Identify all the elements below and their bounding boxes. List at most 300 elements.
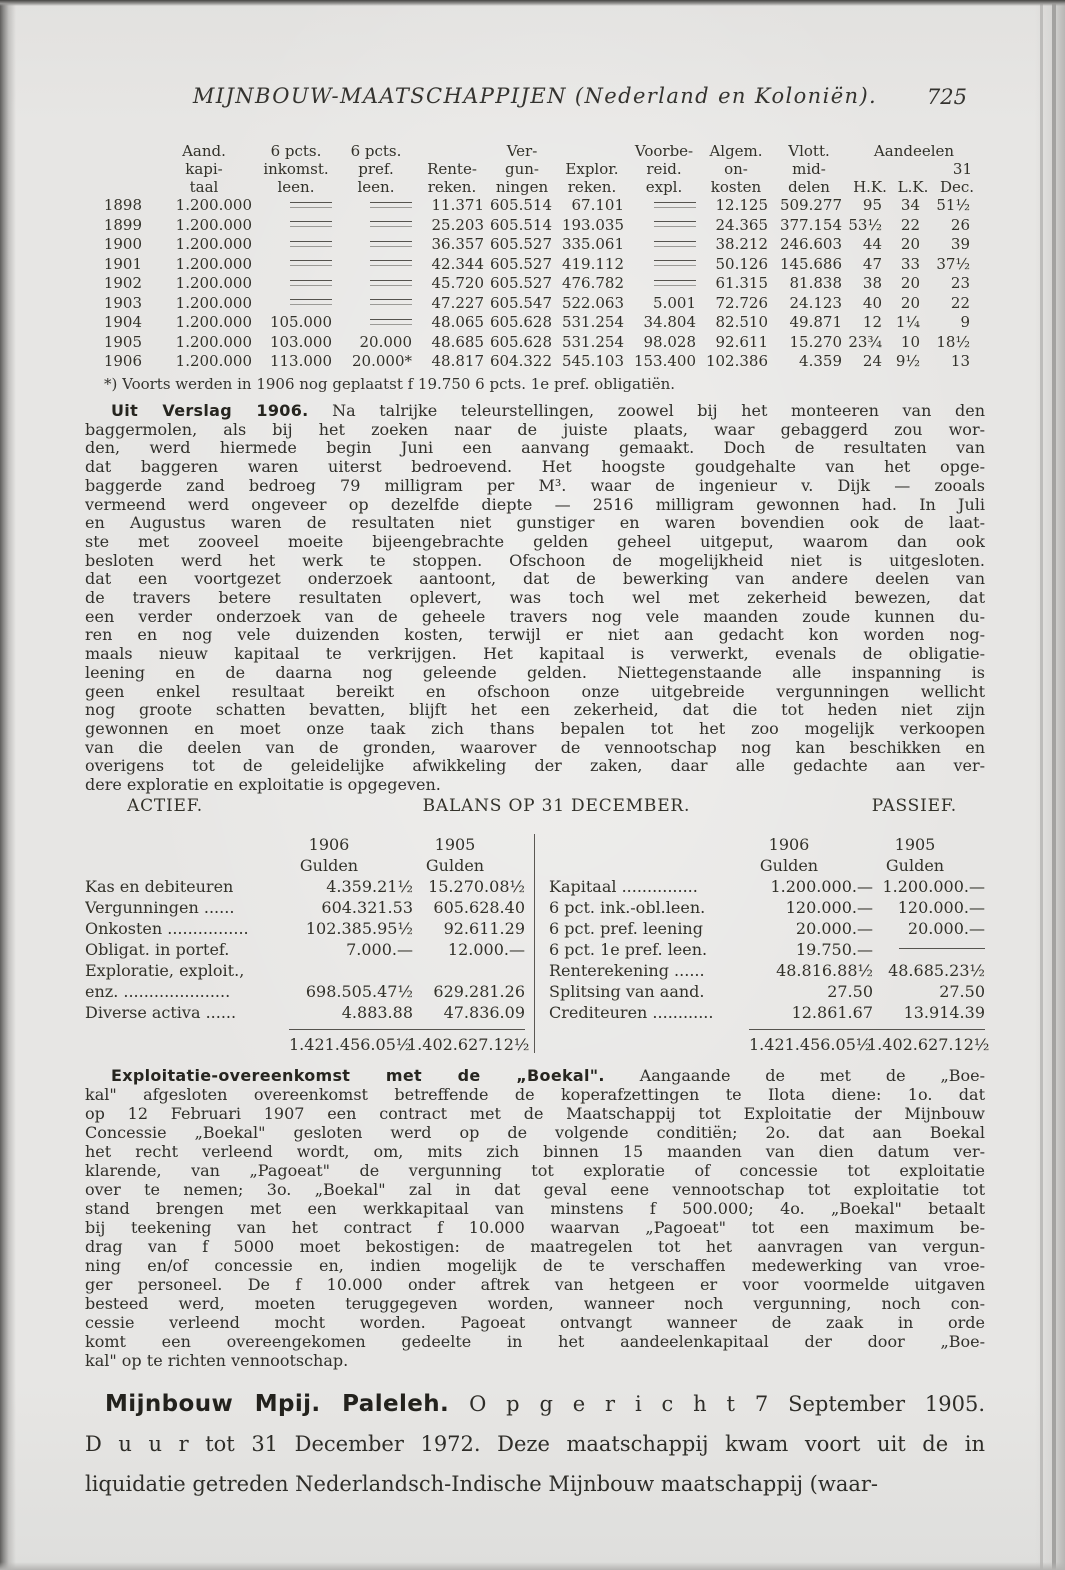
value-cell: 33 [900, 254, 920, 273]
value-cell [256, 216, 336, 236]
balance-amount-1905: 15.270.08½ [428, 877, 525, 896]
blank-value-dash [370, 221, 412, 227]
paragraph-line: stand brengen met een werkkapitaal van minstens f 500.000; 4o. „Boekal" betaalt [85, 1199, 985, 1218]
value-cell: 24.123 [789, 293, 842, 312]
table-column-header [336, 142, 416, 196]
balance-amount-1905 [873, 939, 985, 960]
paragraph-line: kal" op te richten vennootschap. [85, 1351, 349, 1370]
group-title: Aandeelen [873, 142, 955, 160]
value-cell: 95 [862, 196, 882, 214]
table-column-header [88, 142, 152, 196]
balance-amount-1906: 120.000.— [785, 898, 873, 917]
value-cell: 39 [950, 235, 970, 253]
paragraph-line: drag van f 5000 moet bekostigen: de maatregelen tot het aanvragen van vergun- [85, 1237, 985, 1256]
header-line [88, 160, 152, 178]
value-cell [336, 294, 416, 314]
value-cell: 40 [862, 293, 882, 312]
value-cell: 20 [900, 235, 920, 253]
actief-table [85, 834, 530, 1055]
value-cell [628, 216, 700, 236]
balance-amount-1906: 12.861.67 [791, 1003, 873, 1022]
value-cell [336, 216, 416, 236]
header-line: 6 pcts. [270, 142, 322, 160]
balance-row-label: Renterekening ...... [549, 961, 705, 980]
header-line: delen [788, 178, 830, 196]
value-cell: 102.386 [705, 352, 768, 370]
balance-amount-1905: 92.611.29 [443, 919, 525, 938]
boekal-agreement-paragraph [85, 1066, 985, 1370]
balance-row-label: Diverse activa ...... [85, 1003, 237, 1022]
paragraph-line: ning en/of concessie en, indien mogelijk de te verschaffen medewerking van vroe- [85, 1256, 985, 1275]
balance-amount-1905: 47.836.09 [443, 1003, 525, 1022]
blank-value-dash [290, 241, 332, 247]
blank-value-dash [899, 948, 985, 949]
balance-amount-1906: 1906 [308, 835, 350, 854]
header-line [88, 142, 152, 160]
value-cell [256, 274, 336, 294]
paragraph-line: ger personeel. De f 10.000 onder aftrek van hetgeen er voor voormelde uitgaven [85, 1275, 985, 1294]
balance-amount-1905: 1905 [434, 835, 476, 854]
paragraph-line: den, werd hiermede begin Juni een aanvang gemaakt. Doch de resultaten van [85, 438, 985, 458]
table-column-header [256, 142, 336, 196]
paragraph-line: van die deelen van de gronden, waarover de vennootschap nog kan beschikken en [85, 737, 985, 757]
value-cell: 24 [862, 352, 882, 370]
balance-amount-1906: 4.359.21½ [326, 877, 413, 896]
value-cell: 246.603 [779, 235, 842, 253]
balance-amount-1906 [301, 960, 413, 981]
blank-value-dash [654, 260, 696, 266]
value-cell: 20 [900, 293, 920, 312]
paragraph-lead: Exploitatie-overeenkomst met de „Boekal". [111, 1066, 605, 1085]
header-line [416, 142, 488, 160]
passief-table [549, 834, 990, 1055]
balance-amount-1906: 1906 [768, 835, 810, 854]
balance-amount-1905: 120.000.— [897, 898, 985, 917]
balance-amount-1905: Gulden [885, 856, 945, 875]
balance-amount-1905: 1.200.000.— [882, 877, 985, 896]
paragraph-line: Uit Verslag 1906. Na talrijke teleurstellingen, zoowel bij het monteeren van den [111, 401, 986, 420]
value-cell: 1.200.000 [175, 352, 252, 370]
paragraph-lead: Uit Verslag 1906. [111, 401, 309, 420]
value-cell: 22 [950, 293, 970, 312]
balance-row [85, 876, 525, 897]
paragraph-line: Concessie „Boekal" gesloten werd op de volgende conditiën; 2o. dat aan Boekal [85, 1123, 985, 1142]
header-line: inkomst. [263, 160, 329, 178]
year-cell: 1900 [103, 235, 142, 253]
balance-row [85, 981, 525, 1002]
value-cell [256, 255, 336, 275]
value-cell: 1.200.000 [175, 215, 252, 234]
balance-row [85, 897, 525, 918]
header-line: gun- [505, 160, 539, 178]
balance-total-spacer [85, 1029, 289, 1055]
value-cell: 522.063 [561, 293, 624, 312]
balance-row [85, 939, 525, 960]
blank-value-dash [370, 241, 412, 247]
value-cell: 1.200.000 [175, 196, 252, 214]
value-cell: 12.125 [715, 196, 768, 214]
passief-label: PASSIEF. [871, 796, 957, 816]
paragraph-line: nog groote schatten bevatten, blijft het een zekerheid, dat die tot heden niet zijn [85, 700, 985, 720]
paragraph-lead: Mijnbouw Mpij. Paleleh. [105, 1391, 450, 1417]
balance-total-amounts [289, 1029, 530, 1055]
value-cell [336, 235, 416, 255]
year-cell: 1902 [103, 274, 142, 292]
paragraph-line: kal" afgesloten overeenkomst betreffende de koperafzettingen te Ilota diene: 1o. dat [85, 1085, 985, 1104]
blank-value-dash [654, 241, 696, 247]
value-cell: 48.685 [431, 332, 484, 351]
page-title: MIJNBOUW-MAATSCHAPPIJEN (Nederland en Koloniën). [192, 84, 878, 108]
financial-history-grid [88, 142, 994, 372]
balance-amount-1906: 27.50 [827, 982, 873, 1001]
header-line: Aand. [182, 142, 226, 160]
header-line: kapi- [185, 160, 223, 178]
balance-amount-1906: 1.200.000.— [770, 877, 873, 896]
page-edge-streak [1052, 0, 1056, 1570]
balance-row-label [549, 834, 733, 855]
balance-year-header-row [85, 834, 525, 855]
value-cell: 545.103 [561, 352, 624, 370]
paragraph-line: baggerde zand bedroeg 79 milligram per M³. waar de ingenieur v. Dijk — zooals [85, 475, 985, 495]
paragraph-line: geen enkel resultaat bereikt en ofschoon onze uitgebreide vergunningen wellicht [85, 681, 985, 701]
balance-row [85, 918, 525, 939]
value-cell: 105.000 [269, 313, 332, 331]
value-cell: 24.365 [715, 215, 768, 234]
annual-report-1906-paragraph [85, 402, 985, 795]
value-cell: 22 [900, 215, 920, 234]
year-cell: 1898 [103, 196, 142, 214]
header-line: Ver- [506, 142, 538, 160]
balance-total-1905: 1.402.627.12½ [407, 1035, 530, 1054]
value-cell [628, 255, 700, 275]
header-line: leen. [357, 178, 395, 196]
paragraph-line: komt een overeengekomen gedeelte in het aandeelenkapitaal der door „Boe- [85, 1332, 985, 1351]
paragraph-line: baggermolen, als bij het zoeken naar de juiste plaats, waar gebaggerd zou wor- [85, 419, 985, 439]
blank-value-dash [290, 260, 332, 266]
blank-value-dash [370, 299, 412, 305]
value-cell: 605.527 [489, 254, 552, 273]
value-cell: 49.871 [789, 313, 842, 331]
balance-total-1906: 1.421.456.05½ [289, 1035, 412, 1054]
value-cell: 47 [862, 254, 882, 273]
balance-sheet [85, 796, 990, 1055]
value-cell: 34 [900, 196, 920, 214]
value-cell: 1.200.000 [175, 332, 252, 351]
balance-amount-1906: 20.000.— [795, 919, 873, 938]
table-column-header [772, 142, 846, 196]
blank-value-dash [654, 221, 696, 227]
value-cell: 1¼ [895, 313, 920, 331]
table-column-header [700, 142, 772, 196]
value-cell: 20.000* [352, 352, 412, 370]
balance-total-row [85, 1029, 530, 1055]
value-cell: 23 [950, 274, 970, 292]
paragraph-line: cessie verleend mocht worden. Pagoeat ontvangt wanneer de zaak in orde [85, 1313, 985, 1332]
value-cell: 15.270 [789, 332, 842, 351]
paragraph-line: dat een voortgezet onderzoek aantoont, dat de bewerking van andere deelen van [85, 569, 985, 589]
table-column-header [488, 142, 556, 196]
value-cell: 38.212 [715, 235, 768, 253]
running-head [85, 84, 985, 114]
value-cell: 531.254 [561, 332, 624, 351]
value-cell: 81.838 [789, 274, 842, 292]
balance-row-label: Kapitaal ............... [549, 877, 698, 896]
value-cell: 50.126 [715, 254, 768, 273]
value-cell [336, 274, 416, 294]
value-cell: 605.514 [489, 215, 552, 234]
value-cell: 193.035 [561, 215, 624, 234]
balance-total-1906: 1.421.456.05½ [749, 1035, 872, 1054]
value-cell: 335.061 [561, 235, 624, 253]
value-cell: 36.357 [431, 235, 484, 253]
header-line: ningen [495, 178, 549, 196]
header-line: 6 pcts. [350, 142, 402, 160]
balance-row-label: Kas en debiteuren [85, 877, 234, 896]
balance-row [549, 897, 985, 918]
balance-total-row [549, 1029, 990, 1055]
year-cell: 1906 [103, 352, 142, 370]
paragraph-line: het recht verleend wordt, om, mits zich binnen 15 maanden van dien datum ver- [85, 1142, 985, 1161]
balance-row [549, 960, 985, 981]
year-cell: 1904 [103, 313, 142, 331]
balance-amount-1905: 12.000.— [447, 940, 525, 959]
value-cell: 20 [900, 274, 920, 292]
value-cell: 26 [950, 215, 970, 234]
balance-row-label: Vergunningen ...... [85, 898, 235, 917]
page-edge-streak [1040, 0, 1043, 1570]
group-subcolumns [846, 178, 982, 196]
value-cell: 61.315 [715, 274, 768, 292]
value-cell: 18½ [936, 332, 970, 351]
value-cell: 1.200.000 [175, 313, 252, 331]
group-subcolumn-label: L.K. [897, 178, 929, 196]
header-line: reken. [567, 178, 617, 196]
paragraph-line: dat baggeren waren uiterst bedroevend. Het hoogste goudgehalte van het opge- [85, 457, 985, 477]
balance-year-header-row [549, 834, 985, 855]
balance-row-label [85, 834, 273, 855]
header-line: kosten [710, 178, 762, 196]
blank-value-dash [290, 299, 332, 305]
balance-row-label: 6 pct. 1e pref. leen. [549, 940, 708, 959]
value-cell: 9½ [895, 352, 920, 370]
year-cell: 1899 [103, 215, 142, 234]
value-cell [336, 196, 416, 216]
table-column-header [152, 142, 256, 196]
balance-row-label: Exploratie, exploit., [85, 961, 245, 980]
page-edge-left [0, 0, 16, 1570]
balance-amount-1905: 605.628.40 [433, 898, 525, 917]
header-line: leen. [277, 178, 315, 196]
value-cell: 103.000 [269, 332, 332, 351]
balance-amount-1906: 48.816.88½ [776, 961, 873, 980]
value-cell [336, 255, 416, 275]
value-cell: 47.227 [431, 293, 484, 312]
value-cell: 10 [900, 332, 920, 351]
year-cell: 1901 [103, 254, 142, 273]
value-cell: 23¾ [848, 332, 882, 351]
balance-amount-1905: 13.914.39 [903, 1003, 985, 1022]
value-cell: 1.200.000 [175, 254, 252, 273]
value-cell: 476.782 [561, 274, 624, 292]
balance-amount-1905: 1905 [894, 835, 936, 854]
balance-row-label: Obligat. in portef. [85, 940, 230, 959]
value-cell: 605.628 [489, 313, 552, 331]
header-line [556, 142, 628, 160]
blank-value-dash [290, 280, 332, 286]
paragraph-line: D u u r tot 31 December 1972. Deze maatschappij kwam voort uit de in [85, 1432, 985, 1456]
blank-value-dash [654, 202, 696, 208]
paragraph-line: ren en nog vele duizenden kosten, terwijl er niet aan gedacht kon worden nog- [85, 625, 985, 645]
value-cell: 25.203 [431, 215, 484, 234]
value-cell [628, 235, 700, 255]
blank-value-dash [290, 202, 332, 208]
value-cell: 113.000 [269, 352, 332, 370]
value-cell: 1.200.000 [175, 235, 252, 253]
group-subtitle: 31 [952, 160, 972, 178]
balance-amount-1906: 102.385.95½ [305, 919, 413, 938]
balance-total-spacer [549, 1029, 749, 1055]
paragraph-line: vermeend werd ongeveer op dezelfde diepte — 2516 milligram gewonnen had. In Juli [85, 494, 985, 514]
page-number: 725 [926, 85, 967, 109]
value-cell: 605.514 [489, 196, 552, 214]
paragraph-line: de travers betere resultaten oplevert, was toch wel met zekerheid bewezen, dat [85, 588, 985, 608]
blank-value-dash [370, 260, 412, 266]
value-cell: 377.154 [779, 215, 842, 234]
value-cell: 605.547 [489, 293, 552, 312]
header-line: pref. [358, 160, 394, 178]
balance-total-1905: 1.402.627.12½ [867, 1035, 990, 1054]
balance-row [549, 876, 985, 897]
value-cell: 9 [960, 313, 970, 331]
page-edge-top [0, 0, 1065, 6]
header-line: Voorbe- [634, 142, 694, 160]
value-cell: 5.001 [653, 293, 696, 312]
balance-amount-1905: 27.50 [939, 982, 985, 1001]
value-cell: 509.277 [779, 196, 842, 214]
paragraph-line: Mijnbouw Mpij. Paleleh. O p g e r i c h t 7 September 1905. [105, 1391, 985, 1417]
table-column-header [416, 142, 488, 196]
value-cell: 48.817 [431, 352, 484, 370]
value-cell: 605.527 [489, 235, 552, 253]
value-cell [628, 274, 700, 294]
value-cell: 82.510 [715, 313, 768, 331]
value-cell: 12 [862, 313, 882, 331]
balance-amount-1906: 604.321.53 [321, 898, 413, 917]
header-line: Rente- [427, 160, 477, 178]
balance-sheet-body [85, 834, 990, 1055]
header-line: reken. [427, 178, 477, 196]
paragraph-line: overigens tot de geleidelijke afwikkeling der zaken, daar alle gedachte aan ver- [85, 756, 985, 776]
balance-amount-1905: 20.000.— [907, 919, 985, 938]
balance-amount-1906: 698.505.47½ [305, 982, 413, 1001]
balance-row [549, 981, 985, 1002]
value-cell: 20.000 [359, 332, 412, 351]
value-cell: 44 [862, 235, 882, 253]
value-cell: 72.726 [715, 293, 768, 312]
paragraph-line: en Augustus waren de resultaten niet gunstiger en waren bovendien ook de laat- [85, 513, 985, 533]
value-cell: 13 [950, 352, 970, 370]
paragraph-line: een verder onderzoek van de geheele travers nog vele maanden zoude kunnen du- [85, 606, 985, 626]
balance-row-label [549, 855, 733, 876]
value-cell: 92.611 [715, 332, 768, 351]
balance-currency-header-row [549, 855, 985, 876]
header-line: reid. [646, 160, 682, 178]
paragraph-line: liquidatie getreden Nederlandsch-Indische Mijnbouw maatschappij (waar- [85, 1472, 879, 1496]
balance-sheet-header [85, 796, 985, 820]
balance-amount-1906: Gulden [759, 856, 819, 875]
header-line: Explor. [565, 160, 619, 178]
balance-amount-1906: Gulden [299, 856, 359, 875]
blank-value-dash [370, 319, 412, 325]
value-cell: 53½ [848, 215, 882, 234]
header-line: Algem. [709, 142, 763, 160]
value-cell: 605.527 [489, 274, 552, 292]
value-cell [336, 313, 416, 333]
balance-row [549, 1002, 985, 1023]
table-group-header-aandeelen [846, 142, 982, 196]
paragraph-line: besloten werd het werk te stoppen. Ofschoon de mogelijkheid niet is uitgesloten. [85, 550, 985, 570]
table-column-header [556, 142, 628, 196]
paragraph-line: leening en de daarna nog geleende gelden. Niettegenstaande alle inspanning is [85, 662, 985, 682]
balance-amount-1905: 629.281.26 [433, 982, 525, 1001]
balance-title: BALANS OP 31 DECEMBER. [422, 796, 691, 816]
blank-value-dash [654, 280, 696, 286]
table-column-header [628, 142, 700, 196]
value-cell [256, 294, 336, 314]
paragraph-line: ste met zooveel moeite bijeengebrachte gelden geheel uitgeput, waarom dan ook [85, 531, 985, 551]
value-cell [256, 235, 336, 255]
value-cell [256, 196, 336, 216]
value-cell: 145.686 [779, 254, 842, 273]
value-cell: 1.200.000 [175, 293, 252, 312]
paragraph-line: gewonnen en moet onze taak zich thans bepalen tot het zoo mogelijk verkoopen [85, 718, 985, 738]
balance-row-label: Splitsing van aand. [549, 982, 705, 1001]
group-subcolumn-label: Dec. [939, 178, 975, 196]
value-cell: 1.200.000 [175, 274, 252, 292]
balance-row-label: enz. ..................... [85, 982, 231, 1001]
value-cell: 37½ [936, 254, 970, 273]
blank-value-dash [370, 202, 412, 208]
page-edge-bottom [0, 1562, 1065, 1570]
balance-row [549, 939, 985, 960]
value-cell: 34.804 [643, 313, 696, 331]
year-cell: 1905 [103, 332, 142, 351]
value-cell: 605.628 [489, 332, 552, 351]
balance-currency-header-row [85, 855, 525, 876]
balance-amount-1906: 19.750.— [795, 940, 873, 959]
actief-label: ACTIEF. [127, 796, 203, 816]
balance-row [85, 1002, 525, 1023]
value-cell: 51½ [936, 196, 970, 214]
balance-row [549, 918, 985, 939]
paragraph-line: dere exploratie en exploitatie is opgegeven. [85, 775, 441, 795]
value-cell: 153.400 [633, 352, 696, 370]
balance-total-amounts [749, 1029, 990, 1055]
balance-row-label: 6 pct. pref. leening [549, 919, 703, 938]
balance-amount-1906: 4.883.88 [341, 1003, 413, 1022]
value-cell: 98.028 [643, 332, 696, 351]
balance-amount-1905: 48.685.23½ [888, 961, 985, 980]
blank-value-dash [370, 280, 412, 286]
header-line: expl. [645, 178, 683, 196]
balance-row-label: Onkosten ................ [85, 919, 249, 938]
group-subcolumn-label: H.K. [853, 178, 887, 196]
header-line: taal [189, 178, 219, 196]
balance-amount-1905: Gulden [425, 856, 485, 875]
balance-amount-1906: 7.000.— [346, 940, 413, 959]
value-cell: 67.101 [571, 196, 624, 214]
value-cell: 42.344 [431, 254, 484, 273]
